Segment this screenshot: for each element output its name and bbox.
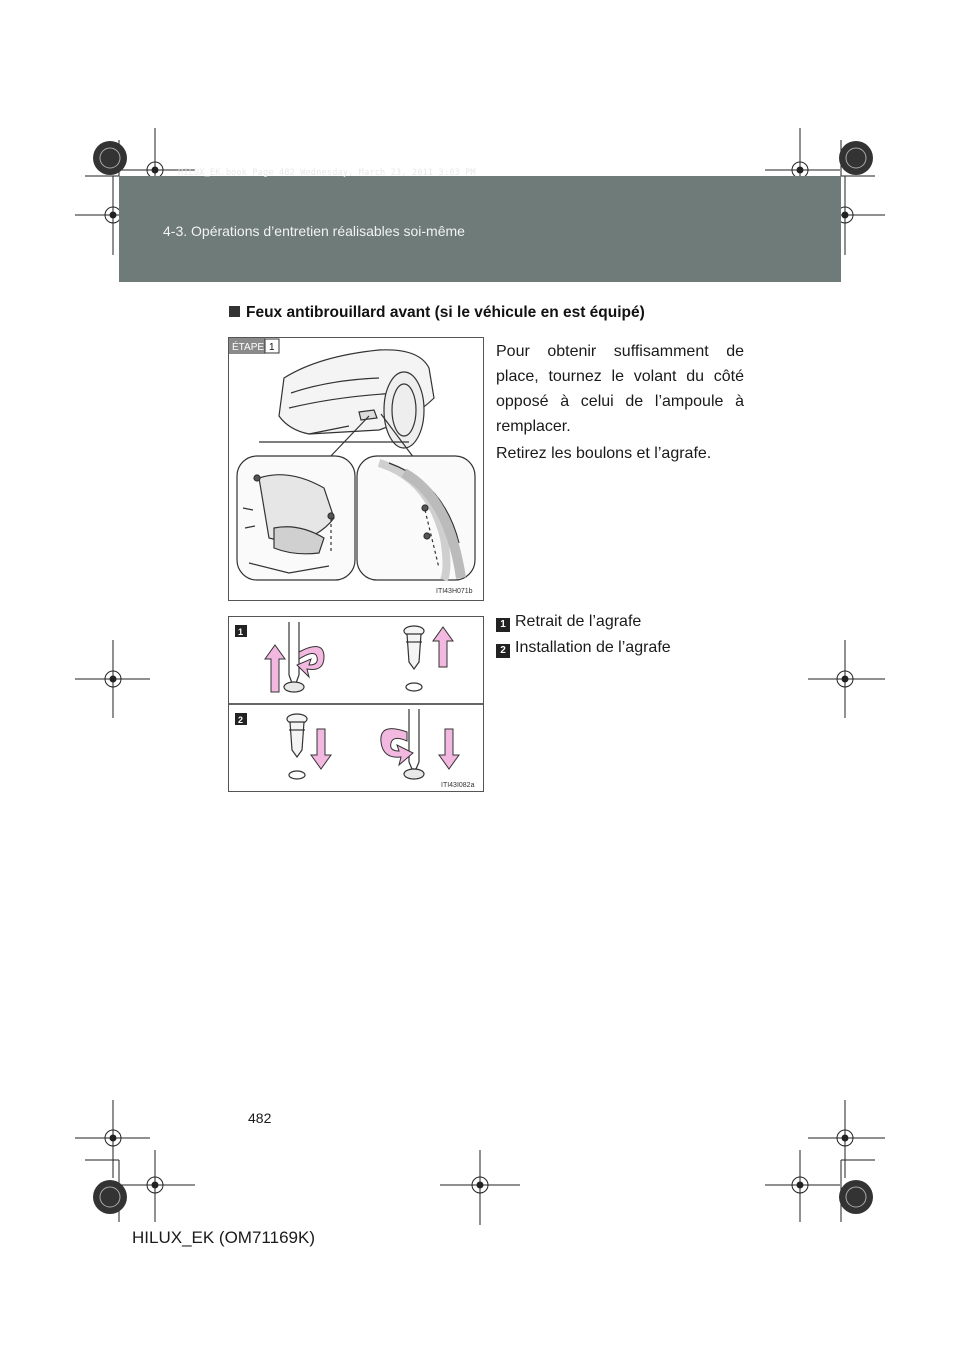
square-bullet-icon bbox=[229, 306, 240, 317]
figure2-label2: 2 bbox=[238, 715, 244, 725]
step-label: ÉTAPE bbox=[232, 342, 265, 353]
paragraph-instruction: Pour obtenir suffisamment de place, tournez le volant du côté opposé à celui de l’ampoule à remplacer. bbox=[496, 343, 744, 435]
clip-icon bbox=[287, 714, 307, 779]
book-stamp: HILUX_EK.book Page 482 Wednesday, March 23, 2011 3:03 PM bbox=[178, 168, 476, 178]
rotate-arrow-icon bbox=[297, 647, 324, 677]
legend-item-2 bbox=[496, 639, 671, 658]
figure2-code: ITI43I082a bbox=[441, 782, 475, 789]
clip-icon bbox=[404, 626, 424, 691]
legend-label-1: Retrait de l’agrafe bbox=[515, 613, 642, 630]
legend-number-2: 2 bbox=[496, 644, 510, 658]
screwdriver-icon bbox=[404, 709, 424, 779]
paragraph-remove: Retirez les boulons et l’agrafe. bbox=[496, 445, 712, 462]
section-path: 4-3. Opérations d’entretien réalisables soi-même bbox=[163, 223, 465, 239]
figure-clip bbox=[228, 616, 484, 792]
step-number: 1 bbox=[269, 342, 275, 353]
page-number: 482 bbox=[248, 1110, 272, 1126]
rotate-arrow-icon bbox=[381, 729, 413, 765]
up-arrow-icon bbox=[433, 627, 453, 667]
footer-model: HILUX_EK (OM71169K) bbox=[132, 1228, 315, 1247]
legend-number-1: 1 bbox=[496, 618, 510, 632]
down-arrow-icon bbox=[439, 729, 459, 769]
section-heading-text: Feux antibrouillard avant (si le véhicule en est équipé) bbox=[246, 304, 645, 321]
figure1-code: ITI43H071b bbox=[436, 588, 473, 595]
down-arrow-icon bbox=[311, 729, 331, 769]
fog-light-illustration bbox=[229, 338, 483, 600]
up-arrow-icon bbox=[265, 645, 285, 692]
figure2-label1: 1 bbox=[238, 627, 244, 637]
legend-label-2: Installation de l’agrafe bbox=[515, 639, 671, 656]
legend-item-1 bbox=[496, 613, 641, 632]
figure-step1 bbox=[228, 337, 484, 601]
section-heading bbox=[229, 304, 645, 322]
clip-illustration bbox=[229, 617, 483, 791]
